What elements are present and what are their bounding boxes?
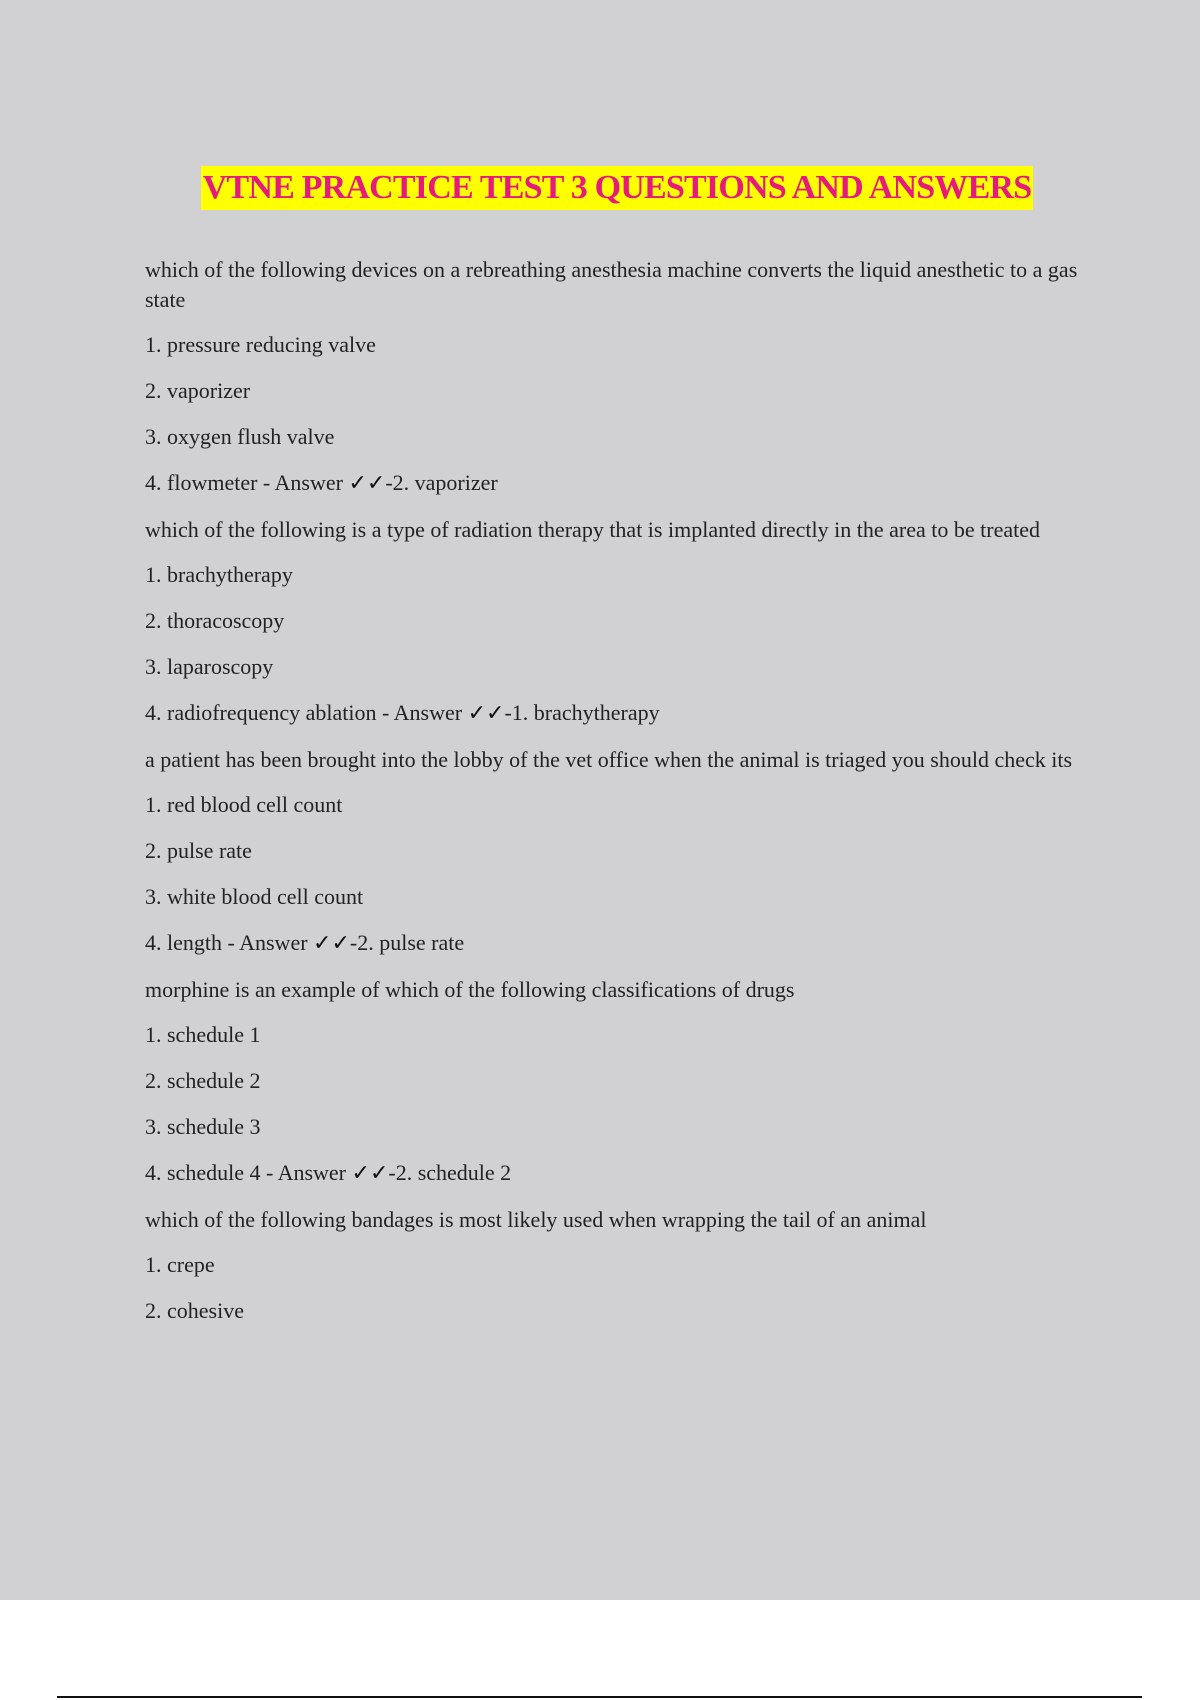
answer-option: 4. radiofrequency ablation - Answer <box>145 700 468 725</box>
answer-option: 3. schedule 3 <box>145 1114 261 1139</box>
question-text: morphine is an example of which of the following classifications of drugs <box>145 977 795 1002</box>
answer-option: 2. vaporizer <box>145 378 251 403</box>
answer-option: 2. cohesive <box>145 1298 244 1323</box>
answer-line <box>145 928 1080 959</box>
title-container <box>0 166 1200 210</box>
answer-option: 2. schedule 2 <box>145 1068 261 1093</box>
double-check-icon: ✓✓ <box>467 701 505 726</box>
answer-option: 3. white blood cell count <box>145 884 364 909</box>
question-text: which of the following is a type of radiation therapy that is implanted directly in the area to be treated <box>145 517 1040 542</box>
double-check-icon: ✓✓ <box>351 1161 389 1186</box>
answer-line <box>145 468 1080 499</box>
answer-option: 4. flowmeter - Answer <box>145 470 349 495</box>
question-text: which of the following bandages is most likely used when wrapping the tail of an animal <box>145 1207 927 1232</box>
document-title: VTNE PRACTICE TEST 3 QUESTIONS AND ANSWERS <box>201 166 1034 210</box>
page-footer <box>0 1600 1200 1700</box>
correct-answer: -2. pulse rate <box>349 930 465 955</box>
double-check-icon: ✓✓ <box>348 471 386 496</box>
correct-answer: -2. schedule 2 <box>388 1160 512 1185</box>
answer-option: 1. schedule 1 <box>145 1022 261 1047</box>
question-text: a patient has been brought into the lobby of the vet office when the animal is triaged you should check its <box>145 747 1073 772</box>
answer-line <box>145 698 1080 729</box>
correct-answer: -2. vaporizer <box>385 470 498 495</box>
footer-divider <box>57 1696 1142 1698</box>
answer-option: 1. red blood cell count <box>145 792 343 817</box>
double-check-icon: ✓✓ <box>313 931 350 956</box>
question-text: which of the following devices on a rebreathing anesthesia machine converts the liquid anesthetic to a gas state <box>145 257 1078 312</box>
answer-option: 3. oxygen flush valve <box>145 424 335 449</box>
answer-option: 4. schedule 4 - Answer <box>145 1160 352 1185</box>
answer-option: 2. pulse rate <box>145 838 252 863</box>
answer-option: 1. crepe <box>145 1252 215 1277</box>
answer-option: 3. laparoscopy <box>145 654 274 679</box>
answer-option: 1. brachytherapy <box>145 562 293 587</box>
answer-option: 1. pressure reducing valve <box>145 332 376 357</box>
answer-line <box>145 1158 1080 1189</box>
correct-answer: -1. brachytherapy <box>504 700 660 725</box>
answer-option: 4. length - Answer <box>145 930 314 955</box>
document-content <box>145 255 1080 1342</box>
answer-option: 2. thoracoscopy <box>145 608 285 633</box>
